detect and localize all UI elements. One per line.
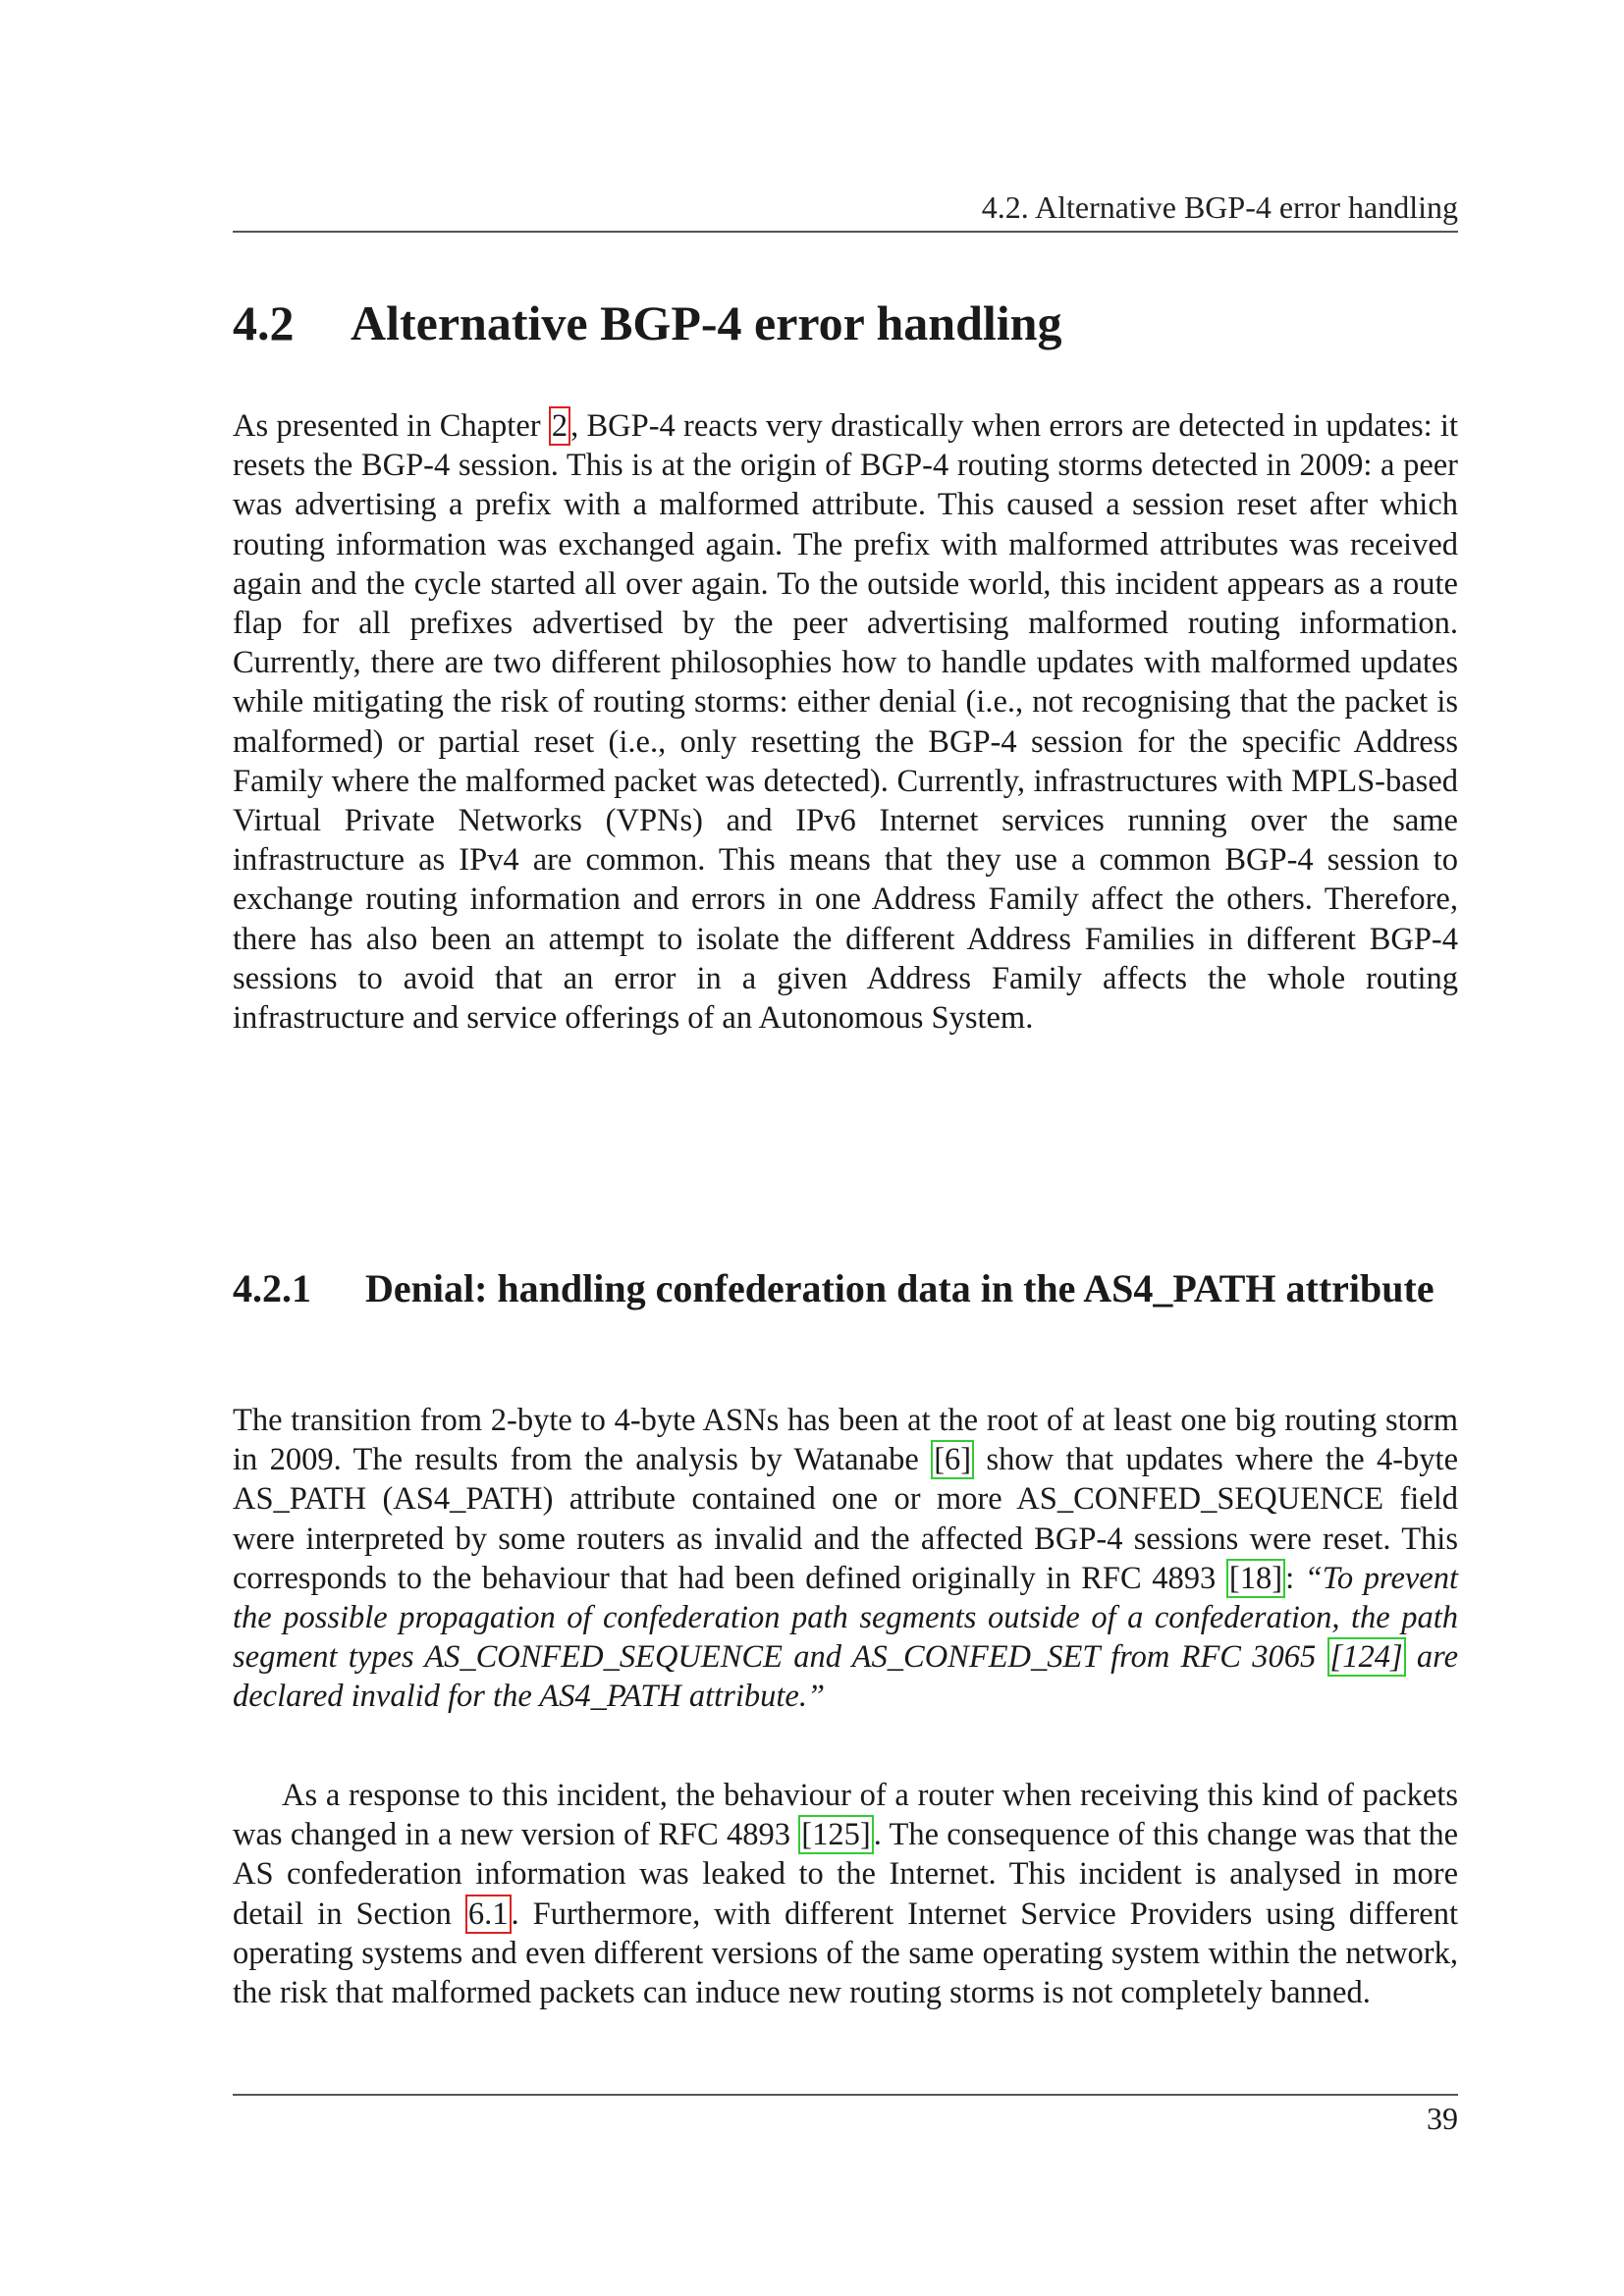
text-run: , BGP-4 reacts very drastically when errors are detected in updates: it resets the BGP-4 session. This is at the origin of BGP-4 routing storms detected in 2009: a peer was advertising a prefix with a malformed attribute. This caused a session reset after which routing information was exchanged again. The prefix with malformed attributes was received again and the cycle started all over again. To the outside world, this incident appears as a route flap for all prefixes advertised by the peer advertising malformed routing information. Currently, there are two different philosophies how to handle updates with malformed updates while mitigating the risk of routing storms: either denial (i.e., not recognising that the packet is malformed) or partial reset (i.e., only resetting the BGP-4 session for the specific Address Family where the malformed packet was detected). Currently, infrastructures with MPLS-based Virtual Private Networks (VPNs) and IPv6 Internet services running over the same infrastructure as IPv4 are common. This means that they use a common BGP-4 session to exchange routing information and errors in one Address Family affect the others. Therefore, there has also been an attempt to isolate the different Address Families in different BGP-4 sessions to avoid that an error in a given Address Family affects the whole routing infrastructure and service offerings of an Autonomous System. bbox=[233, 408, 1458, 1037]
text-run: As presented in Chapter bbox=[233, 408, 549, 444]
text-run: . The consequence of this change was that the AS confederation information was leaked to the Internet. This incident is analysed in more detail in Section bbox=[233, 1817, 1458, 1932]
section-heading bbox=[233, 294, 1062, 351]
citation-link[interactable]: [124] bbox=[1327, 1637, 1406, 1677]
running-header: 4.2. Alternative BGP-4 error handling bbox=[981, 189, 1458, 225]
paragraph-response bbox=[233, 1776, 1458, 2012]
section-number: 4.2 bbox=[233, 295, 295, 350]
citation-link[interactable]: [18] bbox=[1226, 1559, 1285, 1598]
subsection-number: 4.2.1 bbox=[233, 1266, 311, 1310]
page-number: 39 bbox=[1427, 2101, 1458, 2136]
quote-text: “To prevent the possible propagation of confederation path segments outside of a confederation, the path segment types AS_CONFED_SEQUENCE and AS_CONFED_SET from RFC 3065 bbox=[233, 1560, 1459, 1676]
paragraph-intro bbox=[233, 406, 1458, 1038]
text-run: . Furthermore, with different Internet Service Providers using different operating systems and even different versions of the same operating system within the network, the risk that malformed packets can induce new routing storms is not completely banned. bbox=[233, 1896, 1459, 2011]
citation-link[interactable]: [6] bbox=[931, 1440, 974, 1479]
subsection-heading bbox=[233, 1264, 1458, 1312]
chapter-link[interactable]: 2 bbox=[549, 406, 570, 446]
subsection-title: Denial: handling confederation data in the AS4_PATH attribute bbox=[365, 1266, 1435, 1310]
text-run: : bbox=[1285, 1560, 1305, 1596]
document-page bbox=[233, 0, 1458, 2296]
text-run: show that updates where the 4-byte AS_PATH (AS4_PATH) attribute contained one or more AS_CONFED_SEQUENCE field were interpreted by some routers as invalid and the affected BGP-4 sessions were reset. This corresponds to the behaviour that had been defined originally in RFC 4893 bbox=[233, 1442, 1458, 1596]
text-run: As a response to this incident, the behaviour of a router when receiving this kind of packets was changed in a new version of RFC 4893 bbox=[233, 1778, 1458, 1853]
text-run: The transition from 2-byte to 4-byte ASNs has been at the root of at least one big routing storm in 2009. The results from the analysis by Watanabe bbox=[233, 1403, 1458, 1478]
section-link[interactable]: 6.1 bbox=[465, 1895, 512, 1934]
section-title: Alternative BGP-4 error handling bbox=[351, 295, 1062, 350]
footer-rule bbox=[233, 2094, 1458, 2096]
header-rule bbox=[233, 231, 1458, 233]
paragraph-denial bbox=[233, 1401, 1458, 1717]
quote-text: are declared invalid for the AS4_PATH attribute.” bbox=[233, 1639, 1458, 1715]
citation-link[interactable]: [125] bbox=[798, 1815, 873, 1854]
